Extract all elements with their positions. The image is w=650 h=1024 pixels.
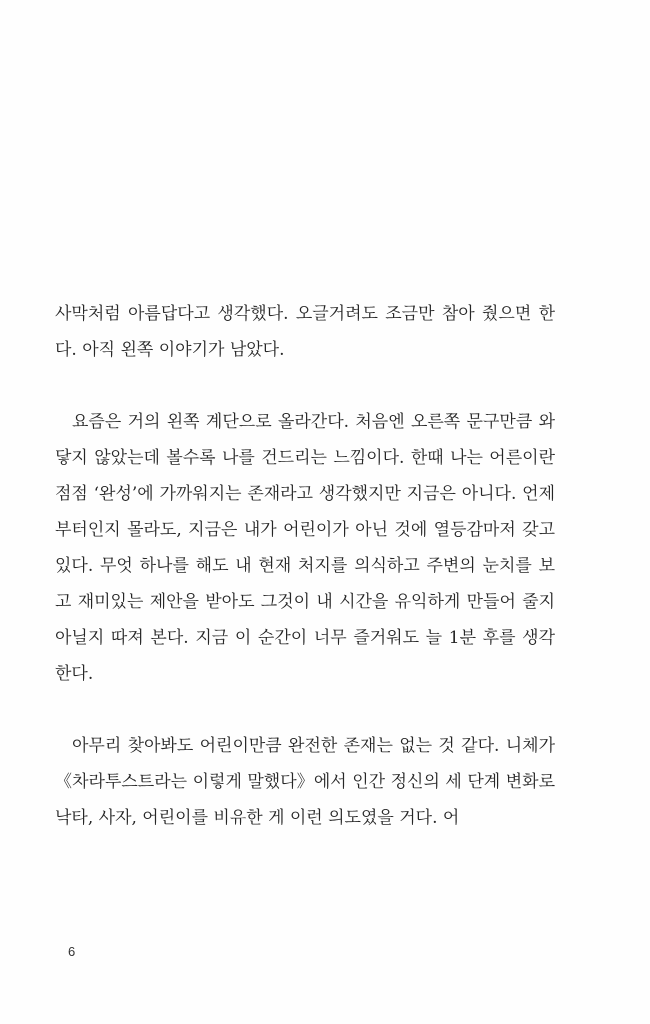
paragraph-gap (55, 692, 555, 728)
paragraph-1: 사막처럼 아름답다고 생각했다. 오글거려도 조금만 참아 줬으면 한다. 아직 왼쪽 이야기가 남았다. (55, 304, 555, 360)
paragraph-gap (55, 368, 555, 404)
page-number: 6 (68, 944, 76, 959)
paragraph-2: 요즘은 거의 왼쪽 계단으로 올라간다. 처음엔 오른쪽 문구만큼 와닿지 않았는데 볼수록 나를 건드리는 느낌이다. 한때 나는 어른이란 점점 ‘완성’에 가까워지는 존재라고 생각했지만 지금은 아니다. 언제부터인지 몰라도, 지금은 내가 어린이가 아닌 것에 열등감마저 갖고 있다. 무엇 하나를 해도 내 현재 처지를 의식하고 주변의 눈치를 보고 재미있는 제안을 받아도 그것이 내 시간을 유익하게 만들어 줄지 아닐지 따져 본다. 지금 이 순간이 너무 즐거워도 늘 1분 후를 생각한다. (55, 412, 555, 684)
body-text (55, 296, 555, 836)
paragraph-3: 아무리 찾아봐도 어린이만큼 완전한 존재는 없는 것 같다. 니체가《차라투스트라는 이렇게 말했다》에서 인간 정신의 세 단계 변화로 낙타, 사자, 어린이를 비유한 게 이런 의도였을 거다. 어 (55, 736, 555, 828)
